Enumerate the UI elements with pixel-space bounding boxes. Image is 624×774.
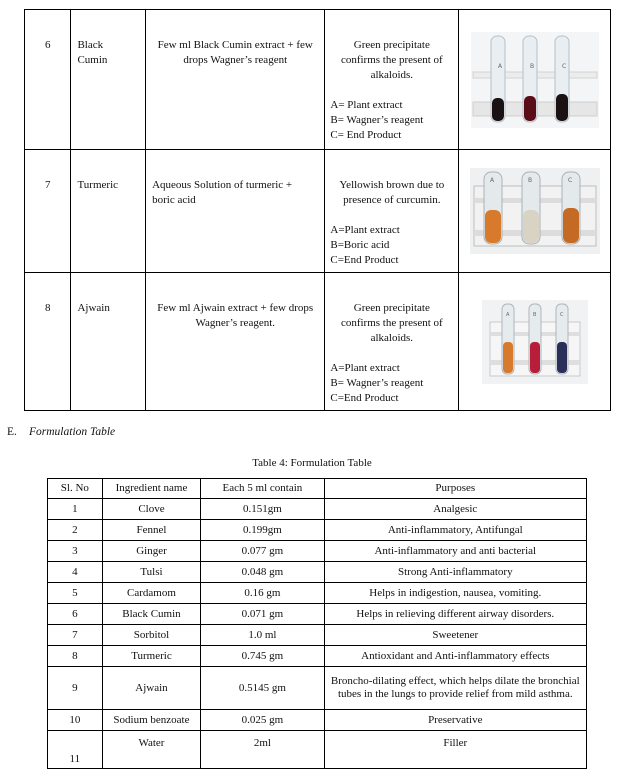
table-row (48, 520, 587, 541)
table-row (25, 273, 611, 411)
ingredient-cell: Ginger (102, 541, 201, 562)
amount-cell: 0.5145 gm (201, 667, 324, 710)
table-row (48, 604, 587, 625)
section-number: E. (7, 426, 17, 438)
test-tube-photo-turmeric (470, 168, 600, 254)
table-row (48, 583, 587, 604)
purpose-cell: Strong Anti-inflammatory (324, 562, 586, 583)
tube-label: A (497, 62, 502, 70)
sl-no-cell: 6 (48, 604, 103, 625)
sl-no-cell: 10 (48, 710, 103, 731)
amount-cell: 0.199gm (201, 520, 324, 541)
amount-cell: 0.077 gm (201, 541, 324, 562)
amount-cell: 0.025 gm (201, 710, 324, 731)
ingredient-cell: Sorbitol (102, 625, 201, 646)
table-row (48, 499, 587, 520)
amount-cell: 2ml (201, 731, 324, 769)
tube-label: B (527, 177, 532, 184)
purpose-cell: Sweetener (324, 625, 586, 646)
test-tube-photo-cell (459, 150, 611, 273)
ingredient-cell: Black Cumin (102, 604, 201, 625)
row-number-cell: 7 (25, 150, 71, 273)
sl-no-cell: 3 (48, 541, 103, 562)
table-row (48, 667, 587, 710)
sl-no-cell: 2 (48, 520, 103, 541)
amount-cell: 0.048 gm (201, 562, 324, 583)
tube-label: A (505, 311, 510, 318)
sl-no-cell: 7 (48, 625, 103, 646)
sl-no-cell: 4 (48, 562, 103, 583)
table-row (25, 10, 611, 150)
column-header: Each 5 ml contain (201, 479, 324, 499)
test-cell: Few ml Black Cumin extract + few drops Wagner’s reagent (146, 10, 325, 150)
test-tube-photo-ajwain (482, 300, 588, 384)
column-header: Purposes (324, 479, 586, 499)
purpose-cell: Helps in relieving different airway disorders. (324, 604, 586, 625)
table-row (48, 710, 587, 731)
table-row (48, 731, 587, 769)
table-row (25, 150, 611, 273)
table-row (48, 562, 587, 583)
ingredient-cell: Ajwain (102, 667, 201, 710)
ingredient-cell: Clove (102, 499, 201, 520)
test-cell: Aqueous Solution of turmeric + boric acid (146, 150, 325, 273)
observation-cell: Green precipitate confirms the present of alkaloids. A=Plant extract B= Wagner’s reagent C=End Product (325, 273, 459, 411)
ingredient-cell: Water (102, 731, 201, 769)
observation-cell: Yellowish brown due to presence of curcumin. A=Plant extract B=Boric acid C=End Product (325, 150, 459, 273)
row-number-cell: 8 (25, 273, 71, 411)
tube-label: C (567, 177, 572, 184)
purpose-cell: Anti-inflammatory, Antifungal (324, 520, 586, 541)
sl-no-cell: 9 (48, 667, 103, 710)
amount-cell: 0.745 gm (201, 646, 324, 667)
plant-name-cell: Ajwain (71, 273, 146, 411)
tube-label: B (529, 62, 534, 70)
amount-cell: 0.151gm (201, 499, 324, 520)
amount-cell: 0.071 gm (201, 604, 324, 625)
section-title: Formulation Table (29, 426, 116, 438)
test-cell: Few ml Ajwain extract + few drops Wagner’s reagent. (146, 273, 325, 411)
tube-label: C (561, 62, 566, 70)
table-row (48, 625, 587, 646)
purpose-cell: Analgesic (324, 499, 586, 520)
observation-cell: Green precipitate confirms the present of alkaloids. A= Plant extract B= Wagner’s reagent C= End Product (325, 10, 459, 150)
row-number-cell: 6 (25, 10, 71, 150)
purpose-cell: Helps in indigestion, nausea, vomiting. (324, 583, 586, 604)
ingredient-cell: Sodium benzoate (102, 710, 201, 731)
test-tube-photo-black-cumin (471, 32, 599, 128)
tube-label: C (559, 311, 564, 318)
table-row (48, 646, 587, 667)
ingredient-cell: Fennel (102, 520, 201, 541)
amount-cell: 0.16 gm (201, 583, 324, 604)
tube-label: B (532, 311, 537, 318)
plant-name-cell: Black Cumin (71, 10, 146, 150)
table-caption: Table 4: Formulation Table (252, 457, 372, 469)
column-header: Ingredient name (102, 479, 201, 499)
purpose-cell: Anti-inflammatory and anti bacterial (324, 541, 586, 562)
purpose-cell: Preservative (324, 710, 586, 731)
table-row (48, 541, 587, 562)
ingredient-cell: Turmeric (102, 646, 201, 667)
purpose-cell: Antioxidant and Anti-inflammatory effects (324, 646, 586, 667)
formulation-table (47, 478, 587, 769)
test-tube-photo-cell (459, 273, 611, 411)
purpose-cell: Broncho-dilating effect, which helps dilate the bronchial tubes in the lungs to provide relief from mild asthma. (324, 667, 586, 710)
test-tube-photo-cell (459, 10, 611, 150)
section-heading (7, 426, 115, 438)
column-header: Sl. No (48, 479, 103, 499)
sl-no-cell: 5 (48, 583, 103, 604)
ingredient-cell: Tulsi (102, 562, 201, 583)
purpose-cell: Filler (324, 731, 586, 769)
sl-no-cell: 11 (48, 731, 103, 769)
table-header-row (48, 479, 587, 499)
amount-cell: 1.0 ml (201, 625, 324, 646)
tube-label: A (489, 177, 494, 184)
ingredient-cell: Cardamom (102, 583, 201, 604)
phytochemical-test-table (24, 9, 611, 411)
plant-name-cell: Turmeric (71, 150, 146, 273)
sl-no-cell: 8 (48, 646, 103, 667)
sl-no-cell: 1 (48, 499, 103, 520)
